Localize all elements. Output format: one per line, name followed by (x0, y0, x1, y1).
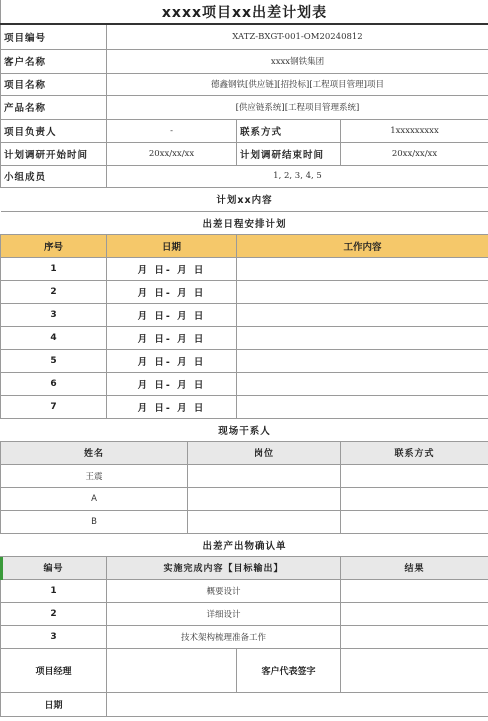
row-accent-marker (0, 557, 3, 580)
deliverables-header-no: 编号 (1, 556, 107, 579)
schedule-title-row (1, 211, 488, 234)
contact-position[interactable] (188, 487, 341, 510)
product-row (1, 95, 488, 119)
deliverable-result[interactable] (341, 579, 488, 602)
contact-row (1, 487, 488, 510)
end-value[interactable]: 20xx/xx/xx (341, 142, 488, 165)
deliverable-content[interactable]: 技术架构梳理准备工作 (107, 625, 341, 648)
contact-label: 联系方式 (237, 119, 341, 142)
manager-value[interactable]: - (107, 119, 237, 142)
schedule-date[interactable]: 月 日- 月 日 (107, 395, 237, 418)
schedule-date[interactable]: 月 日- 月 日 (107, 280, 237, 303)
contacts-header-row (1, 441, 488, 464)
customer-row (1, 49, 488, 73)
schedule-date[interactable]: 月 日- 月 日 (107, 257, 237, 280)
deliverables-title-row (1, 533, 488, 556)
date-field[interactable] (107, 692, 488, 716)
start-value[interactable]: 20xx/xx/xx (107, 142, 237, 165)
project-name-row (1, 73, 488, 95)
contact-name[interactable]: B (1, 510, 188, 533)
schedule-no: 7 (1, 395, 107, 418)
project-no-row (1, 24, 488, 49)
schedule-date[interactable]: 月 日- 月 日 (107, 326, 237, 349)
project-no-label: 项目编号 (1, 24, 107, 49)
deliverable-no: 3 (1, 625, 107, 648)
schedule-content[interactable] (237, 349, 488, 372)
contact-name[interactable]: 王震 (1, 464, 188, 487)
project-name-value[interactable]: 德鑫钢铁[供应链][招投标][工程项目管理]项目 (107, 73, 488, 95)
schedule-header-no: 序号 (1, 234, 107, 257)
schedule-date[interactable]: 月 日- 月 日 (107, 349, 237, 372)
sheet-title: xxxx项目xx出差计划表 (1, 0, 488, 24)
deliverable-no: 1 (1, 579, 107, 602)
schedule-content[interactable] (237, 372, 488, 395)
schedule-no: 1 (1, 257, 107, 280)
project-name-label: 项目名称 (1, 73, 107, 95)
schedule-row (1, 372, 488, 395)
deliverable-result[interactable] (341, 625, 488, 648)
schedule-row (1, 349, 488, 372)
end-label: 计划调研结束时间 (237, 142, 341, 165)
pm-signature-field[interactable] (107, 648, 237, 692)
schedule-row (1, 303, 488, 326)
deliverables-title: 出差产出物确认单 (1, 533, 488, 556)
schedule-row (1, 280, 488, 303)
deliverable-result[interactable] (341, 602, 488, 625)
contact-row (1, 510, 488, 533)
contact-info[interactable] (341, 487, 488, 510)
schedule-content[interactable] (237, 280, 488, 303)
deliverable-row (1, 625, 488, 648)
schedule-header-row (1, 234, 488, 257)
schedule-row (1, 395, 488, 418)
schedule-date[interactable]: 月 日- 月 日 (107, 303, 237, 326)
schedule-row (1, 326, 488, 349)
schedule-header-date: 日期 (107, 234, 237, 257)
schedule-content[interactable] (237, 326, 488, 349)
schedule-time-row (1, 142, 488, 165)
customer-value[interactable]: xxxx钢铁集团 (107, 49, 488, 73)
team-label: 小组成员 (1, 165, 107, 187)
contact-name[interactable]: A (1, 487, 188, 510)
contact-value[interactable]: 1xxxxxxxxx (341, 119, 488, 142)
start-label: 计划调研开始时间 (1, 142, 107, 165)
schedule-header-content: 工作内容 (237, 234, 488, 257)
signoff-row (1, 648, 488, 692)
manager-row (1, 119, 488, 142)
pm-label: 项目经理 (1, 648, 107, 692)
signoff-date-row (1, 692, 488, 716)
schedule-no: 5 (1, 349, 107, 372)
schedule-date[interactable]: 月 日- 月 日 (107, 372, 237, 395)
contact-position[interactable] (188, 464, 341, 487)
customer-signature-field[interactable] (341, 648, 488, 692)
contact-info[interactable] (341, 510, 488, 533)
schedule-no: 4 (1, 326, 107, 349)
manager-label: 项目负责人 (1, 119, 107, 142)
deliverable-no: 2 (1, 602, 107, 625)
schedule-no: 2 (1, 280, 107, 303)
deliverable-content[interactable]: 详细设计 (107, 602, 341, 625)
contacts-header-position: 岗位 (188, 441, 341, 464)
deliverables-header-row (1, 556, 488, 579)
contacts-header-contact: 联系方式 (341, 441, 488, 464)
customer-label: 客户名称 (1, 49, 107, 73)
schedule-content[interactable] (237, 257, 488, 280)
deliverable-content[interactable]: 概要设计 (107, 579, 341, 602)
team-value[interactable]: 1, 2, 3, 4, 5 (107, 165, 488, 187)
schedule-content[interactable] (237, 395, 488, 418)
contact-position[interactable] (188, 510, 341, 533)
deliverable-row (1, 602, 488, 625)
schedule-no: 3 (1, 303, 107, 326)
plan-section-title: 计划xx内容 (1, 187, 488, 211)
contacts-title-row (1, 418, 488, 441)
schedule-row (1, 257, 488, 280)
deliverables-header-result: 结果 (341, 556, 488, 579)
customer-sign-label: 客户代表签字 (237, 648, 341, 692)
contacts-header-name: 姓名 (1, 441, 188, 464)
plan-section-row (1, 187, 488, 211)
product-label: 产品名称 (1, 95, 107, 119)
team-row (1, 165, 488, 187)
product-value[interactable]: [供应链系统][工程项目管理系统] (107, 95, 488, 119)
schedule-title: 出差日程安排计划 (1, 211, 488, 234)
contacts-title: 现场干系人 (1, 418, 488, 441)
contact-info[interactable] (341, 464, 488, 487)
contact-row (1, 464, 488, 487)
schedule-no: 6 (1, 372, 107, 395)
date-label: 日期 (1, 692, 107, 716)
project-no-value[interactable]: XATZ-BXGT-001-OM20240812 (107, 24, 488, 49)
deliverables-header-content: 实施完成内容【目标输出】 (107, 556, 341, 579)
deliverable-row (1, 579, 488, 602)
title-row (1, 0, 488, 24)
schedule-content[interactable] (237, 303, 488, 326)
